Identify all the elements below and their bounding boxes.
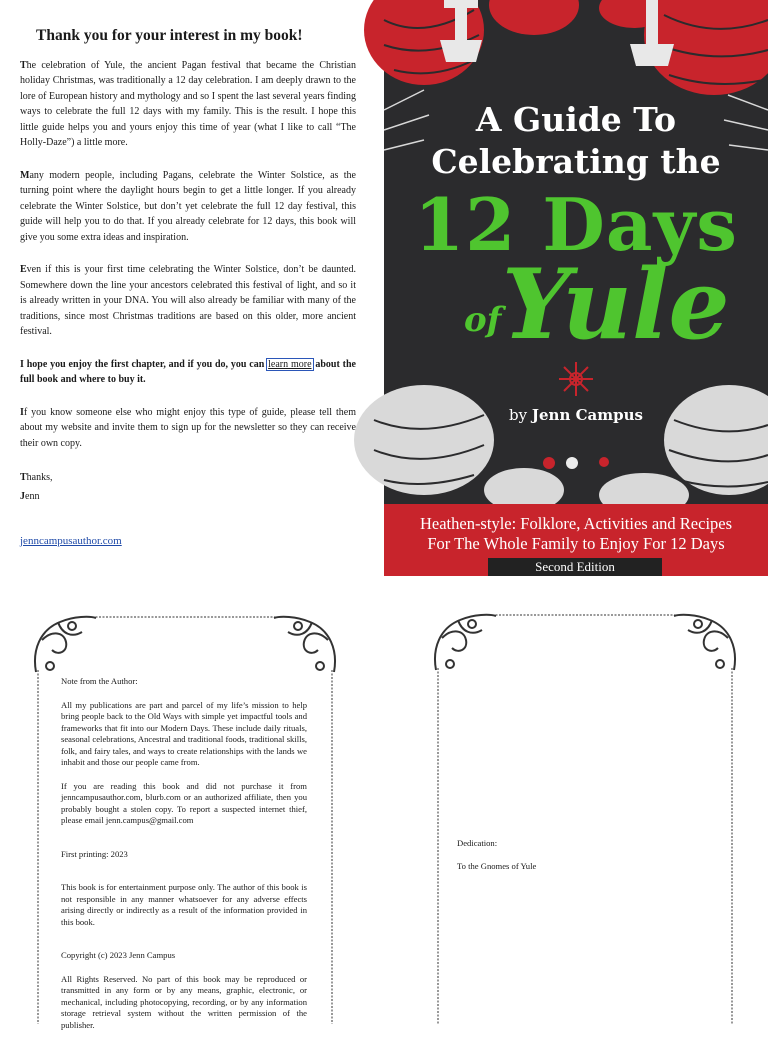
- dedication-heading: Dedication:: [457, 838, 498, 848]
- letter-thanks: Thanks,: [20, 472, 53, 483]
- red-pinecone-icon: [364, 0, 768, 95]
- letter-paragraph-2: Many modern people, including Pagans, celebrate the Winter Solstice, as the turning point where the daylight hours begin to get a little longer. If you already celebrate the Winter Solstice, but don’t yet celebrate the full 12 day festival, this guide will help you to do that. If you already celebrate for 12 days, this book will give you some extra ideas and inspiration.: [20, 169, 356, 243]
- rights-reserved: All Rights Reserved. No part of this book may be reproduced or transmitted in any form or by any means, graphic, electronic, or mechanical, including photocopying, recording, or by any information storage retrieval system without the written permission of the publisher.: [61, 973, 307, 1030]
- letter-paragraph-4: I hope you enjoy the first chapter, and if you do, you can learn more about the full book and where to buy it.: [20, 358, 356, 385]
- learn-more-link[interactable]: learn more: [268, 358, 312, 370]
- cover-author: by Jenn Campus: [509, 406, 643, 424]
- snowflake-ornament-icon: [559, 362, 593, 396]
- cover-title-yule: Yule: [502, 248, 730, 361]
- corner-flourish-icon: [274, 617, 335, 672]
- letter-paragraph-3: Even if this is your first time celebrating the Winter Solstice, don’t be daunted. Somewhere down the line your ancestors celebrated this festival of light, and so it is already written in your DNA. You will also already be familiar with many of the traditions, since most Christmas traditions are based on this older, more ancient festival.: [20, 264, 356, 337]
- disclaimer: This book is for entertainment purpose only. The author of this book is not responsible in any manner whatsoever for any adverse effects arising directly or indirectly as a result of the information provided in this book.: [61, 882, 307, 927]
- dedication-text: To the Gnomes of Yule: [457, 861, 537, 871]
- piracy-notice: If you are reading this book and did not purchase it from jenncampusauthor.com, blurb.com or an authorized affiliate, then you probably bought a stolen copy. To report a suspected internet thief, please email jenn.campus@gmail.com: [61, 780, 307, 825]
- copyright-line: Copyright (c) 2023 Jenn Campus: [61, 950, 176, 960]
- cover-subtitle-line-1: Heathen-style: Folklore, Activities and Recipes: [419, 514, 733, 533]
- copyright-page: [32, 610, 338, 1030]
- grey-pinecone-icon: [354, 385, 768, 517]
- cover-edition-badge: Second Edition: [488, 558, 662, 576]
- note-body: All my publications are part and parcel of my life’s mission to help bring people back to the Old Ways with simple yet impactful tools and frameworks that fit into our Modern Days. These include daily rituals, seasonal celebrations, Ancestral and traditional foods, traditional skills, folk, and fairy tales, and ways to create relationships with the lands we inhabit and those our people came from.: [61, 699, 307, 767]
- note-heading: Note from the Author:: [61, 676, 138, 686]
- cover-title-line-2: Celebrating the: [431, 142, 721, 181]
- cover-title-12-days: 12 Days: [414, 182, 738, 267]
- letter-signature: Jenn: [20, 491, 40, 502]
- letter-paragraph-5: If you know someone else who might enjoy this type of guide, please tell them about my website and invite them to sign up for the newsletter so they can receive their own copy.: [20, 406, 356, 449]
- letter-title: Thank you for your interest in my book!: [36, 27, 303, 44]
- cover-title-of: of: [464, 300, 502, 340]
- corner-flourish-icon: [674, 615, 735, 670]
- printing-info: First printing: 2023: [61, 848, 128, 859]
- cover-subtitle-line-2: For The Whole Family to Enjoy For 12 Days: [427, 534, 725, 553]
- intro-letter: [20, 28, 356, 550]
- letter-paragraph-1: The celebration of Yule, the ancient Pagan festival that became the Christian holiday Christmas, was traditionally a 12 day celebration. I am deeply drawn to the lore of European history and mythology and so I spent the last several years finding ways to celebrate the full 12 days with my family. This is the result. I hope this little guide helps you and yours enjoy this time of year (what I like to call “The Holly-Daze”) a little more.: [20, 59, 356, 148]
- corner-flourish-icon: [35, 617, 96, 672]
- copyright-text: [61, 676, 307, 1043]
- cover-title-line-1: A Guide To: [475, 100, 677, 139]
- website-link[interactable]: jenncampusauthor.com: [20, 535, 122, 547]
- dedication-page: [432, 606, 738, 1024]
- corner-flourish-icon: [435, 615, 496, 670]
- book-cover: [384, 0, 768, 576]
- page-border-frame: [432, 606, 738, 1024]
- berry-icon: [543, 457, 609, 469]
